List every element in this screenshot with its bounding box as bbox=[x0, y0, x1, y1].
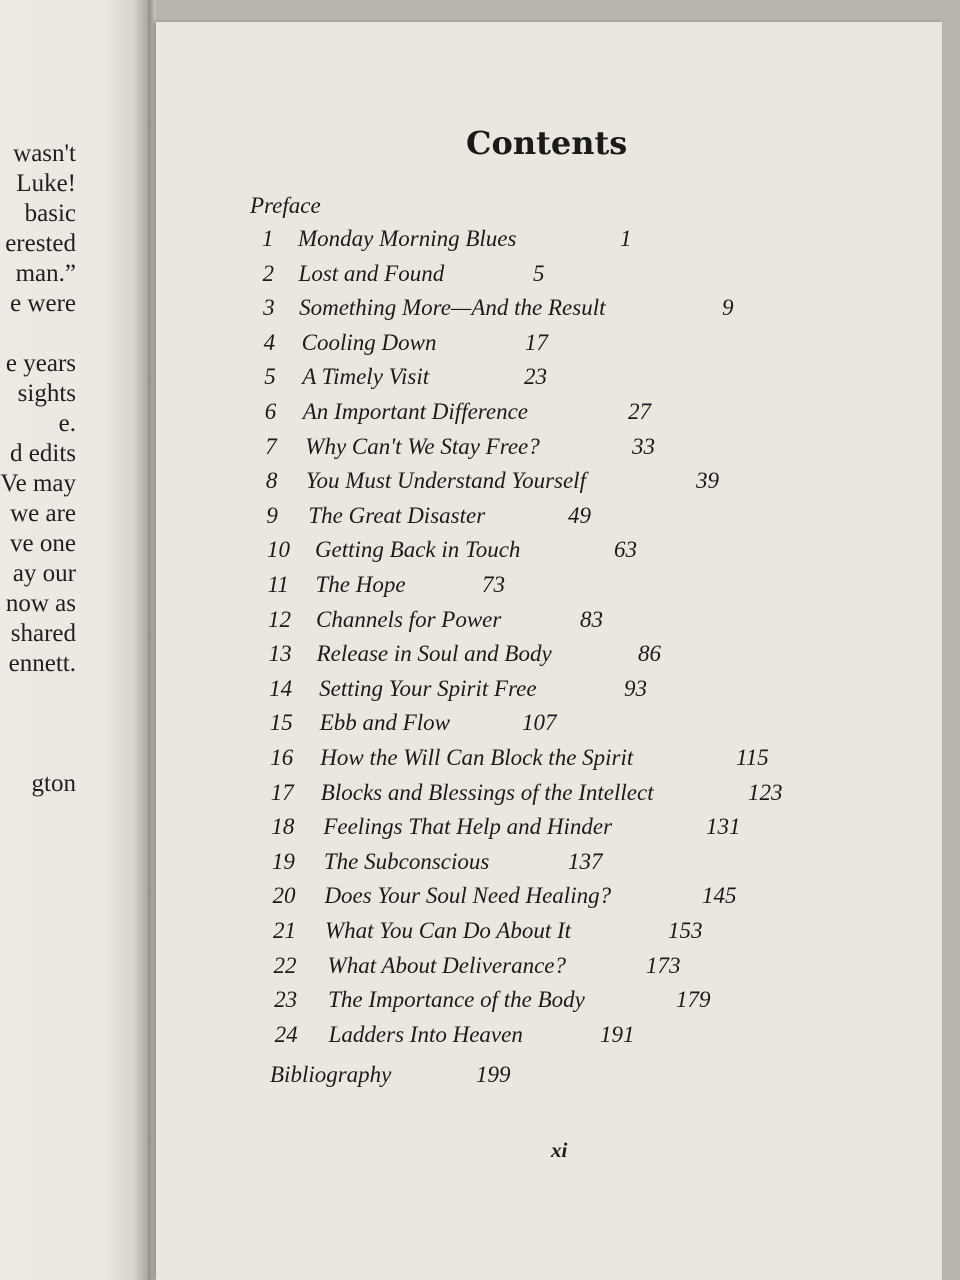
chapter-title: Cooling Down bbox=[301, 329, 437, 355]
chapter-page-number: 49 bbox=[567, 502, 591, 528]
chapter-number: 1 bbox=[262, 226, 274, 251]
chapter-page-number: 17 bbox=[524, 329, 548, 355]
left-page-line: basic bbox=[24, 200, 76, 227]
chapter-number: 2 bbox=[262, 260, 275, 286]
chapter-page-number: 63 bbox=[613, 537, 637, 563]
chapter-title: Monday Morning Blues bbox=[298, 226, 517, 251]
chapter-title: The Great Disaster bbox=[308, 502, 486, 528]
chapter-title: An Important Difference bbox=[302, 399, 529, 424]
chapter-title: Release in Soul and Body bbox=[316, 641, 552, 667]
chapter-title: Feelings That Help and Hinder bbox=[323, 814, 613, 840]
chapter-number: 6 bbox=[264, 399, 277, 424]
chapter-title: What About Deliverance? bbox=[327, 952, 567, 978]
chapter-number: 3 bbox=[263, 295, 275, 321]
chapter-title: Ebb and Flow bbox=[319, 710, 451, 736]
chapter-number: 22 bbox=[273, 952, 297, 978]
chapter-title: Something More—And the Result bbox=[299, 295, 606, 321]
chapter-number: 4 bbox=[263, 329, 276, 355]
chapter-page-number: 115 bbox=[736, 745, 769, 770]
chapter-page-number: 1 bbox=[620, 226, 632, 251]
chapter-page-number: 153 bbox=[668, 918, 703, 943]
left-page-line: Luke! bbox=[16, 170, 76, 197]
left-page-line: Ve may bbox=[0, 470, 76, 497]
preface-entry: Preface bbox=[250, 193, 321, 218]
chapter-title: What You Can Do About It bbox=[325, 918, 572, 943]
chapter-number: 23 bbox=[274, 987, 298, 1013]
chapter-title: Lost and Found bbox=[298, 260, 445, 286]
chapter-title: The Importance of the Body bbox=[328, 987, 585, 1013]
chapter-page-number: 93 bbox=[623, 675, 647, 701]
chapter-title: Blocks and Blessings of the Intellect bbox=[320, 779, 654, 805]
chapter-page-number: 107 bbox=[521, 710, 557, 736]
left-page-line: now as bbox=[5, 590, 76, 617]
chapter-title: A Timely Visit bbox=[302, 364, 430, 390]
chapter-number: 17 bbox=[270, 779, 294, 805]
bibliography-page: 199 bbox=[476, 1062, 511, 1087]
chapter-page-number: 27 bbox=[628, 399, 651, 424]
chapter-number: 12 bbox=[268, 606, 292, 632]
chapter-page-number: 9 bbox=[721, 295, 734, 321]
chapter-title: Getting Back in Touch bbox=[314, 537, 521, 563]
chapter-page-number: 23 bbox=[523, 364, 547, 390]
chapter-number: 9 bbox=[266, 502, 278, 528]
chapter-page-number: 173 bbox=[645, 952, 681, 978]
page-folio: xi bbox=[551, 1138, 568, 1162]
chapter-page-number: 39 bbox=[695, 468, 719, 494]
chapter-number: 14 bbox=[269, 675, 293, 701]
chapter-title: Does Your Soul Need Healing? bbox=[324, 883, 612, 909]
chapter-title: Ladders Into Heaven bbox=[328, 1021, 523, 1047]
left-page bbox=[0, 0, 148, 1280]
left-page-line: gton bbox=[31, 770, 76, 797]
chapter-page-number: 123 bbox=[747, 779, 783, 805]
chapter-page-number: 137 bbox=[567, 848, 603, 874]
chapter-page-number: 131 bbox=[705, 814, 741, 840]
chapter-number: 18 bbox=[271, 814, 295, 840]
chapter-number: 21 bbox=[273, 918, 296, 943]
left-page-line: sights bbox=[17, 380, 76, 407]
chapter-number: 24 bbox=[274, 1021, 298, 1047]
book-gutter bbox=[148, 0, 156, 1280]
chapter-page-number: 191 bbox=[599, 1021, 635, 1047]
chapter-title: The Hope bbox=[315, 572, 406, 597]
chapter-number: 10 bbox=[266, 537, 290, 563]
left-page-line: shared bbox=[10, 620, 76, 647]
left-page-line: e years bbox=[5, 350, 76, 377]
left-page-line: ay our bbox=[12, 560, 76, 587]
chapter-page-number: 179 bbox=[675, 987, 711, 1013]
chapter-page-number: 73 bbox=[482, 572, 505, 597]
contents-title: Contents bbox=[466, 124, 628, 162]
left-page-line: ennett. bbox=[8, 650, 76, 677]
chapter-number: 15 bbox=[269, 710, 293, 736]
chapter-title: Setting Your Spirit Free bbox=[319, 675, 537, 701]
left-page-line: d edits bbox=[10, 440, 76, 467]
chapter-page-number: 5 bbox=[532, 260, 545, 286]
left-page-line: wasn't bbox=[13, 140, 76, 167]
chapter-title: The Subconscious bbox=[323, 848, 490, 874]
chapter-title: Channels for Power bbox=[316, 606, 502, 632]
chapter-page-number: 145 bbox=[701, 883, 737, 909]
chapter-number: 20 bbox=[272, 883, 296, 909]
chapter-title: You Must Understand Yourself bbox=[305, 468, 586, 494]
chapter-number: 7 bbox=[265, 433, 277, 459]
chapter-title: Why Can't We Stay Free? bbox=[305, 433, 540, 459]
chapter-page-number: 33 bbox=[631, 433, 655, 459]
left-page-line: e were bbox=[10, 290, 76, 317]
left-page-line: erested bbox=[5, 230, 76, 257]
chapter-number: 8 bbox=[265, 468, 278, 494]
chapter-number: 19 bbox=[271, 848, 295, 874]
left-page-line: e. bbox=[58, 410, 76, 437]
left-page-line: ve one bbox=[10, 530, 76, 557]
chapter-number: 16 bbox=[270, 745, 294, 770]
chapter-number: 13 bbox=[268, 641, 292, 667]
chapter-number: 11 bbox=[267, 572, 289, 597]
bibliography-title: Bibliography bbox=[270, 1062, 392, 1087]
chapter-page-number: 86 bbox=[637, 641, 661, 667]
chapter-number: 5 bbox=[264, 364, 276, 390]
left-page-line: we are bbox=[10, 500, 76, 527]
chapter-title: How the Will Can Block the Spirit bbox=[320, 745, 634, 770]
chapter-page-number: 83 bbox=[579, 606, 603, 632]
left-page-line: man.” bbox=[15, 260, 76, 287]
